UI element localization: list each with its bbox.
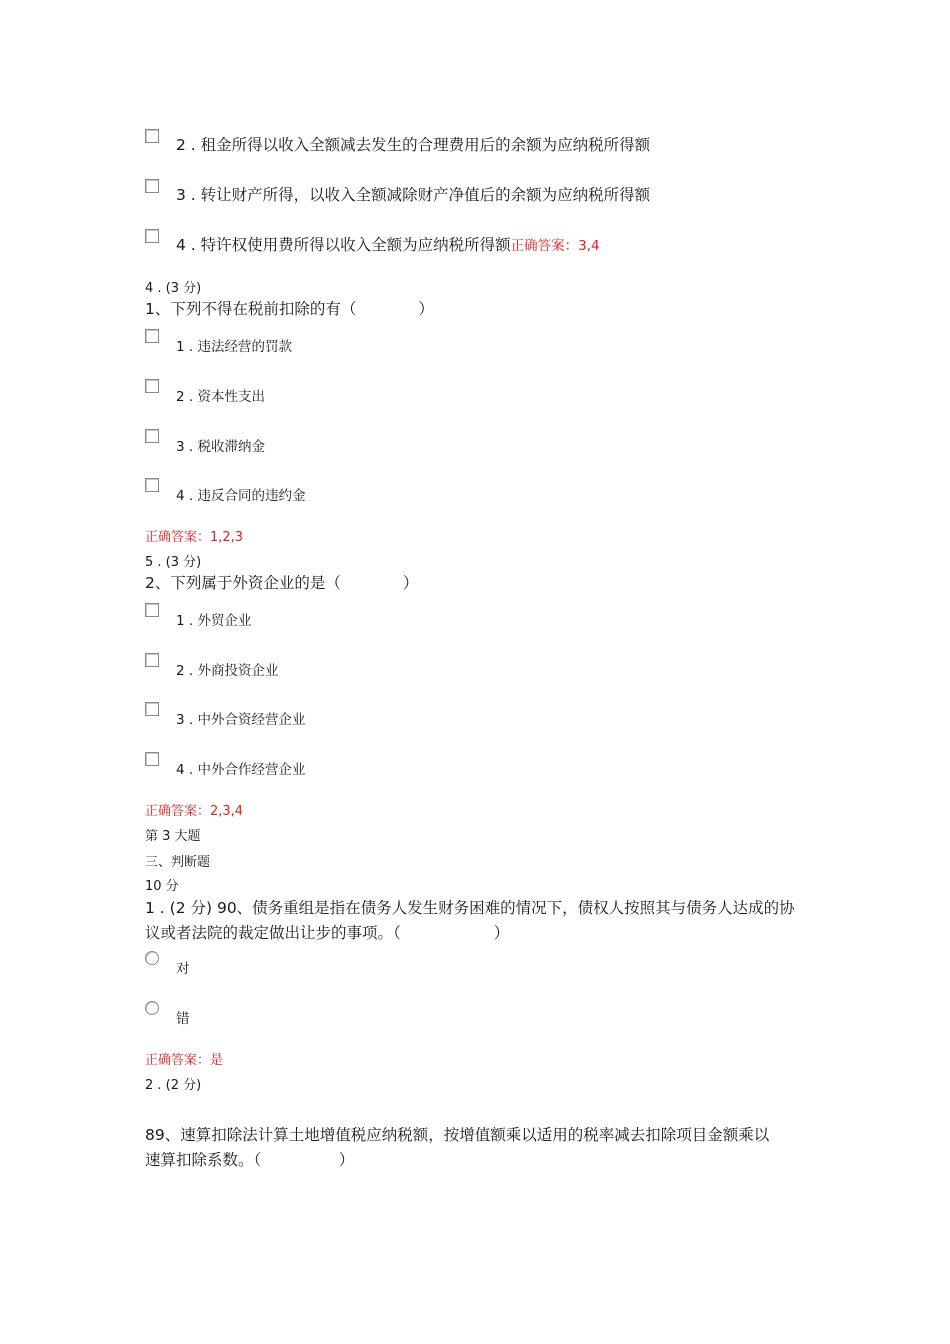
option-label: 3 . 转让财产所得，以收入全额减除财产净值后的余额为应纳税所得额	[176, 186, 651, 204]
tf2-question-line-2: 速算扣除系数。（ ）	[145, 1151, 355, 1169]
option-label: 1 . 外贸企业	[176, 613, 252, 629]
q4-question: 1、下列不得在税前扣除的有（ ）	[145, 300, 434, 318]
checkbox[interactable]	[145, 329, 159, 343]
option-label: 4 . 违反合同的违约金	[176, 488, 306, 504]
checkbox[interactable]	[145, 752, 159, 766]
option-label: 2 . 租金所得以收入全额减去发生的合理费用后的余额为应纳税所得额	[176, 136, 651, 154]
radio-button[interactable]	[145, 951, 159, 965]
q5-correct-answer: 正确答案：2,3,4	[145, 804, 244, 819]
option-label: 1 . 违法经营的罚款	[176, 339, 292, 355]
option-label: 错	[176, 1011, 190, 1027]
checkbox[interactable]	[145, 429, 159, 443]
section-subtitle: 三、判断题	[145, 855, 211, 870]
checkbox[interactable]	[145, 478, 159, 492]
correct-answer: 正确答案：3,4	[510, 238, 600, 254]
q5-header: 5 . (3 分)	[145, 555, 202, 570]
section-points: 10 分	[145, 879, 179, 894]
checkbox[interactable]	[145, 129, 159, 143]
option-label: 4 . 特许权使用费所得以收入全额为应纳税所得额	[176, 236, 511, 254]
option-label: 对	[176, 961, 190, 977]
checkbox[interactable]	[145, 379, 159, 393]
q4-correct-answer: 正确答案：1,2,3	[145, 530, 244, 545]
q4-header: 4 . (3 分)	[145, 281, 202, 296]
checkbox[interactable]	[145, 653, 159, 667]
checkbox[interactable]	[145, 603, 159, 617]
checkbox[interactable]	[145, 179, 159, 193]
tf1-question-line-1: 1 . (2 分) 90、债务重组是指在债务人发生财务困难的情况下，债权人按照其与债务人达成的协	[145, 899, 795, 917]
option-label: 2 . 资本性支出	[176, 389, 265, 405]
section-title: 第 3 大题	[145, 829, 201, 844]
tf2-header: 2 . (2 分)	[145, 1078, 202, 1093]
tf1-correct-answer: 正确答案：是	[145, 1053, 224, 1068]
tf1-question-line-2: 议或者法院的裁定做出让步的事项。（ ）	[145, 924, 510, 942]
checkbox[interactable]	[145, 229, 159, 243]
option-label: 2 . 外商投资企业	[176, 663, 279, 679]
option-label: 3 . 中外合资经营企业	[176, 712, 306, 728]
radio-button[interactable]	[145, 1001, 159, 1015]
option-label: 4 . 中外合作经营企业	[176, 762, 306, 778]
option-label: 3 . 税收滞纳金	[176, 439, 265, 455]
checkbox[interactable]	[145, 702, 159, 716]
q5-question: 2、下列属于外资企业的是（ ）	[145, 574, 419, 592]
tf2-question-line-1: 89、速算扣除法计算土地增值税应纳税额，按增值额乘以适用的税率减去扣除项目金额乘以	[145, 1126, 770, 1144]
